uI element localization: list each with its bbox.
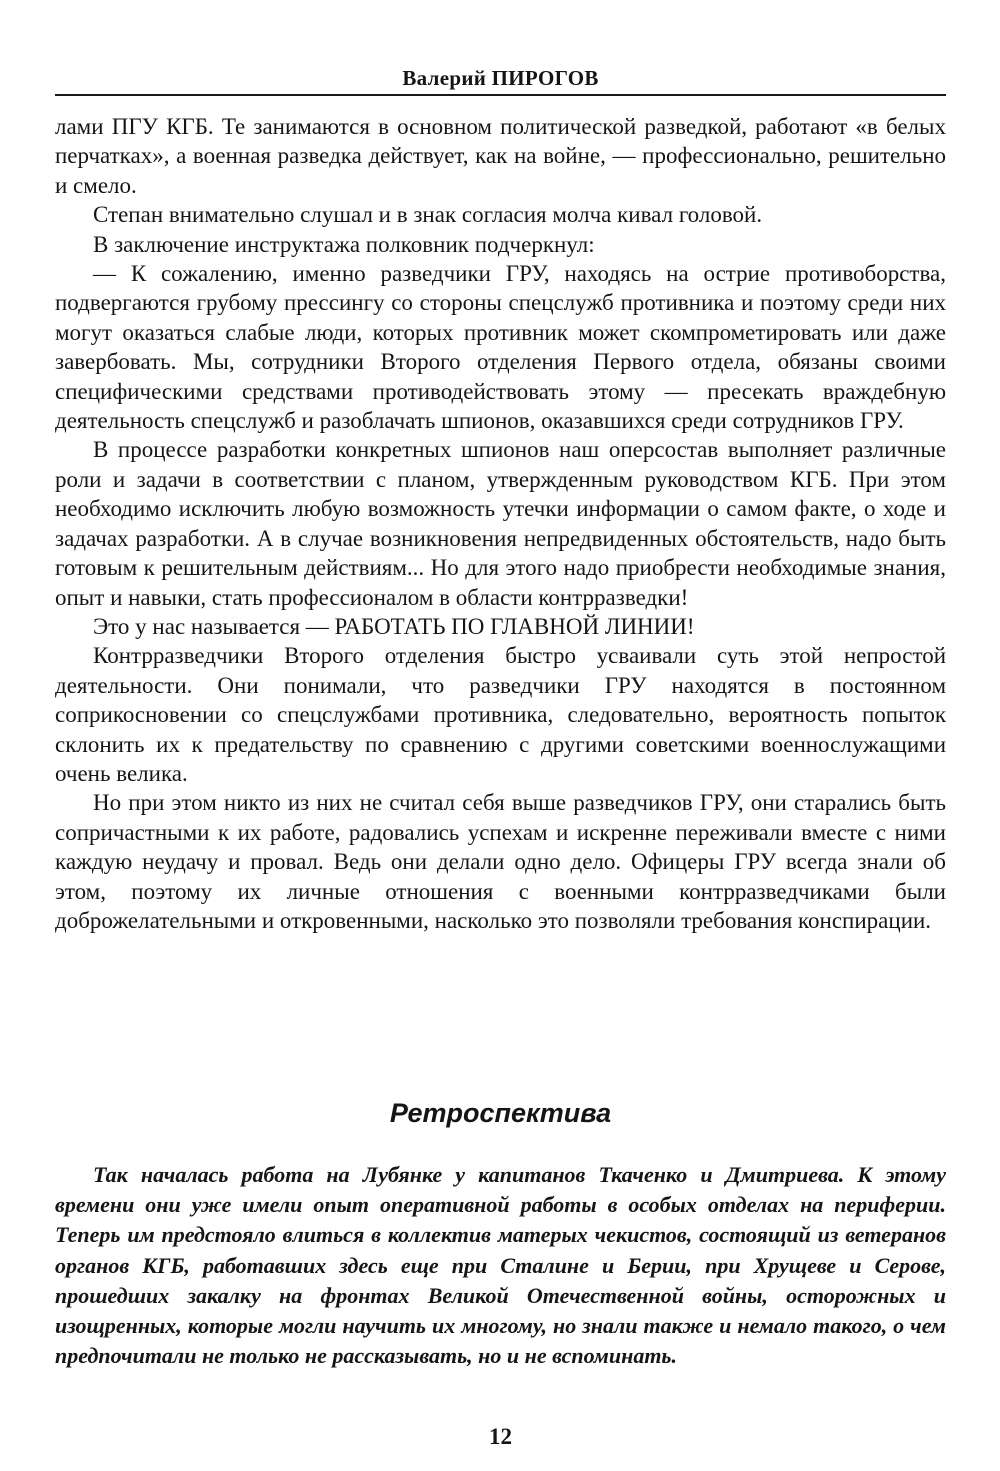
running-header: Валерий ПИРОГОВ — [402, 66, 599, 90]
paragraph-5: В процессе разработки конкретных шпионов наш оперсостав выполняет различные роли и задачи в соответствии с планом, утвержденным руководством КГБ. При этом необходимо исключить любую возможность утечки информации о самом факте, о ходе и задачах разработки. А в случае возникновения непредвиденных обстоятельств, надо быть готовым к решительным действиям... Но для этого надо приобрести необходимые знания, опыт и навыки, стать профессионалом в области контрразведки! — [55, 437, 946, 610]
main-text — [55, 112, 946, 935]
section-title: Ретроспектива — [389, 1098, 612, 1128]
paragraph-2: Степан внимательно слушал и в знак согласия молча кивал головой. — [93, 202, 763, 228]
paragraph-4: — К сожалению, именно разведчики ГРУ, находясь на острие противоборства, подвергаются грубому прессингу со стороны спецслужб противника и поэтому среди них могут оказаться слабые люди, которых противник может скомпрометировать или даже завербовать. Мы, сотрудники Второго отделения Первого отдела, обязаны своими специфическими средствами противодействовать этому — пресекать враждебную деятельность спецслужб и разоблачать шпионов, оказавшихся среди сотрудников ГРУ. — [55, 261, 946, 434]
paragraph-8: Но при этом никто из них не считал себя выше разведчиков ГРУ, они старались быть сопричастными к их работе, радовались успехам и искренне переживали вместе с ними каждую неудачу и провал. Ведь они делали одно дело. Офицеры ГРУ всегда знали об этом, поэтому их личные отношения с военными контрразведчиками были доброжелательными и откровенными, насколько это позволяли требования конспирации. — [55, 790, 946, 933]
retrospective-paragraph: Так началась работа на Лубянке у капитанов Ткаченко и Дмитриева. К этому времени они уже имели опыт оперативной работы в особых отделах на периферии. Теперь им предстояло влиться в коллектив матерых чекистов, состоящий из ветеранов органов КГБ, работавших здесь еще при Сталине и Берии, при Хрущеве и Серове, прошедших закалку на фронтах Великой Отечественной войны, осторожных и изощренных, которые могли научить их многому, но знали также и немало такого, о чем предпочитали не только не рассказывать, но и не вспоминать. — [55, 1162, 946, 1369]
page-number: 12 — [489, 1424, 512, 1449]
header-divider — [55, 94, 946, 96]
retrospective-text — [55, 1160, 946, 1371]
paragraph-7: Контрразведчики Второго отделения быстро усваивали суть этой непростой деятельности. Они понимали, что разведчики ГРУ находятся в постоянном соприкосновении со спецслужбами противника, следовательно, вероятность попыток склонить их к предательству по сравнению с другими советскими военнослужащими очень велика. — [55, 643, 946, 786]
paragraph-6: Это у нас называется — РАБОТАТЬ ПО ГЛАВНОЙ ЛИНИИ! — [93, 613, 695, 639]
paragraph-1: лами ПГУ КГБ. Те занимаются в основном политической разведкой, работают «в белых перчатках», а военная разведка действует, как на войне, — профессионально, решительно и смело. — [55, 114, 946, 198]
paragraph-3: В заключение инструктажа полковник подчеркнул: — [93, 231, 595, 257]
